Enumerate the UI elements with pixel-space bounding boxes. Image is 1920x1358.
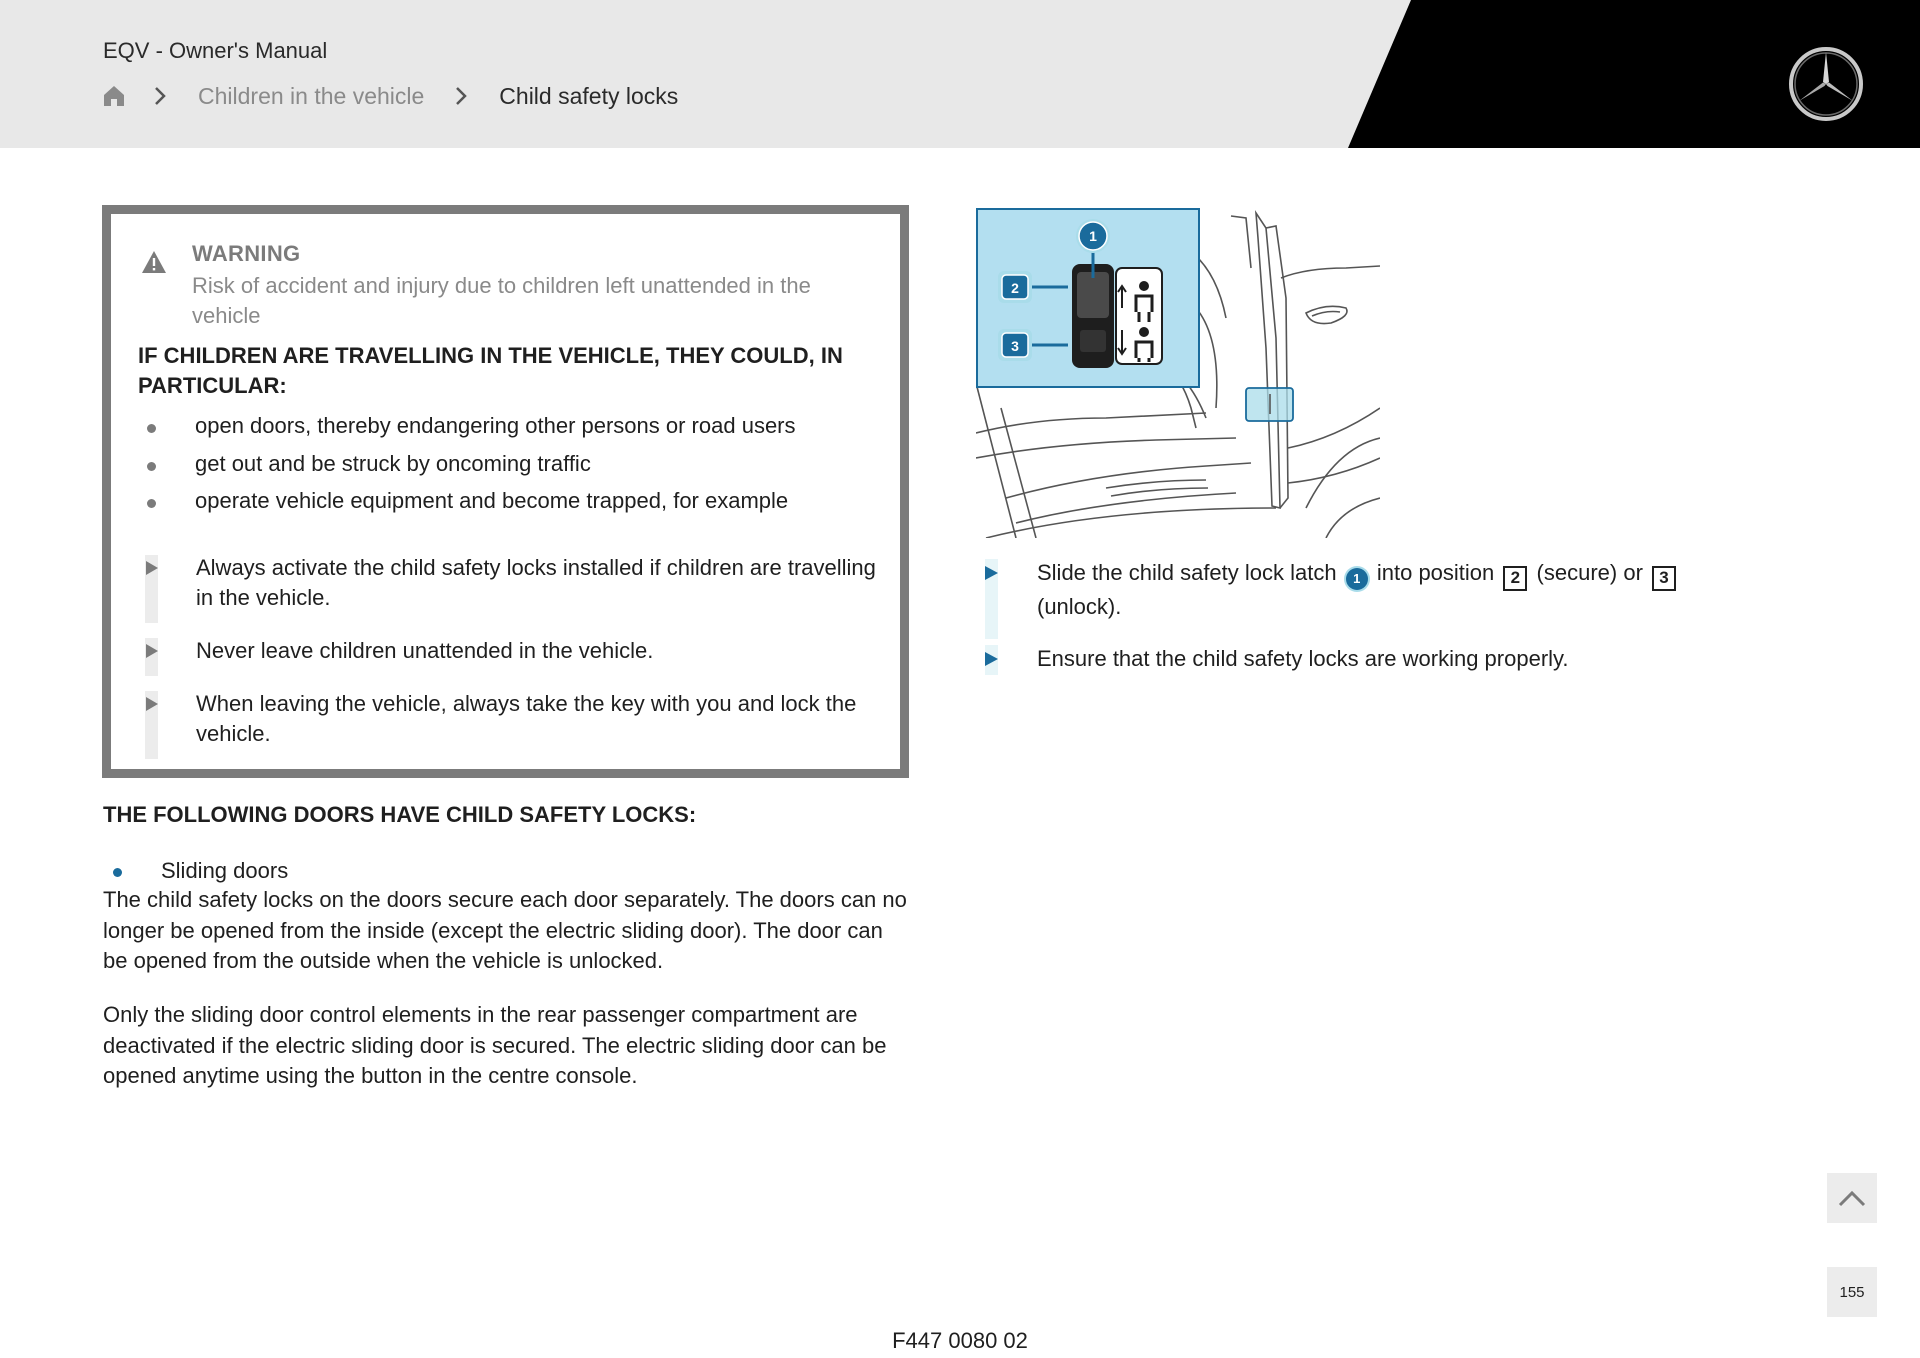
action-step: Never leave children unattended in the vehicle. [138, 636, 878, 666]
warning-action-list [138, 553, 878, 772]
chevron-right-icon [454, 85, 468, 107]
list-item: get out and be struck by oncoming traffic [138, 449, 878, 487]
step-arrow-icon [146, 561, 158, 575]
child-safety-lock-illustration [976, 208, 1380, 538]
app-title: EQV - Owner's Manual [103, 38, 328, 63]
breadcrumb-children-in-vehicle[interactable]: Children in the vehicle [198, 82, 425, 109]
step-arrow-icon [146, 644, 158, 658]
page-number-button[interactable]: 155 [1827, 1267, 1877, 1317]
bullet-dot [147, 424, 156, 433]
instruction-step [985, 643, 1745, 675]
home-icon[interactable] [103, 85, 125, 107]
chevron-up-icon [1837, 1188, 1867, 1208]
list-item: open doors, thereby endangering other persons or road users [138, 411, 878, 449]
callout-3: 3 [1011, 338, 1019, 354]
bullet-dot [113, 868, 122, 877]
doors-heading: THE FOLLOWING DOORS HAVE CHILD SAFETY LOCKS: [103, 802, 697, 827]
latch-callout-1: 1 [1346, 568, 1368, 590]
instruction-step [985, 557, 1745, 623]
breadcrumb-current-page: Child safety locks [499, 82, 679, 109]
warning-title: WARNING [192, 241, 301, 266]
chevron-right-icon [153, 85, 167, 107]
step-arrow-icon [146, 697, 158, 711]
breadcrumb [103, 80, 678, 112]
page-header [0, 0, 1920, 148]
action-step: When leaving the vehicle, always take the key with you and lock the vehicle. [138, 689, 878, 749]
brand-logo [1788, 46, 1864, 122]
step-arrow-icon [985, 566, 998, 580]
warning-heading: IF CHILDREN ARE TRAVELLING IN THE VEHICLE, THEY COULD, IN PARTICULAR: [138, 343, 843, 398]
warning-subtitle: Risk of accident and injury due to children left unattended in the vehicle [192, 273, 811, 328]
position-callout-3: 3 [1652, 566, 1676, 591]
header-black-wedge [0, 0, 1920, 148]
doors-list [103, 856, 288, 886]
callout-1: 1 [1089, 228, 1097, 244]
paragraph: The child safety locks on the doors secure each door separately. The doors can no longer be opened from the inside (except the electric sliding door). The door can be opened from the outside when the vehicle is unlocked. [103, 887, 907, 973]
list-item: Sliding doors [103, 856, 288, 886]
bullet-dot [147, 499, 156, 508]
warning-triangle-icon [141, 250, 167, 274]
action-step: Always activate the child safety locks installed if children are travelling in the vehicle. [138, 553, 878, 613]
list-item: operate vehicle equipment and become trapped, for example [138, 486, 878, 524]
warning-bullet-list [138, 411, 878, 524]
position-callout-2: 2 [1503, 566, 1527, 591]
bullet-dot [147, 462, 156, 471]
paragraph: Only the sliding door control elements in the rear passenger compartment are deactivated if the electric sliding door is secured. The electric sliding door can be opened anytime using the button in the centre console. [103, 1002, 887, 1088]
warning-box [102, 205, 909, 778]
instruction-text: Ensure that the child safety locks are working properly. [1037, 646, 1569, 671]
step-arrow-icon [985, 652, 998, 666]
instruction-text: Slide the child safety lock latch 1 into position 2 (secure) or 3 (unlock). [1037, 557, 1745, 623]
callout-2: 2 [1011, 280, 1019, 296]
figure-code: F447 0080 02 [892, 1328, 1028, 1353]
scroll-top-button[interactable] [1827, 1173, 1877, 1223]
